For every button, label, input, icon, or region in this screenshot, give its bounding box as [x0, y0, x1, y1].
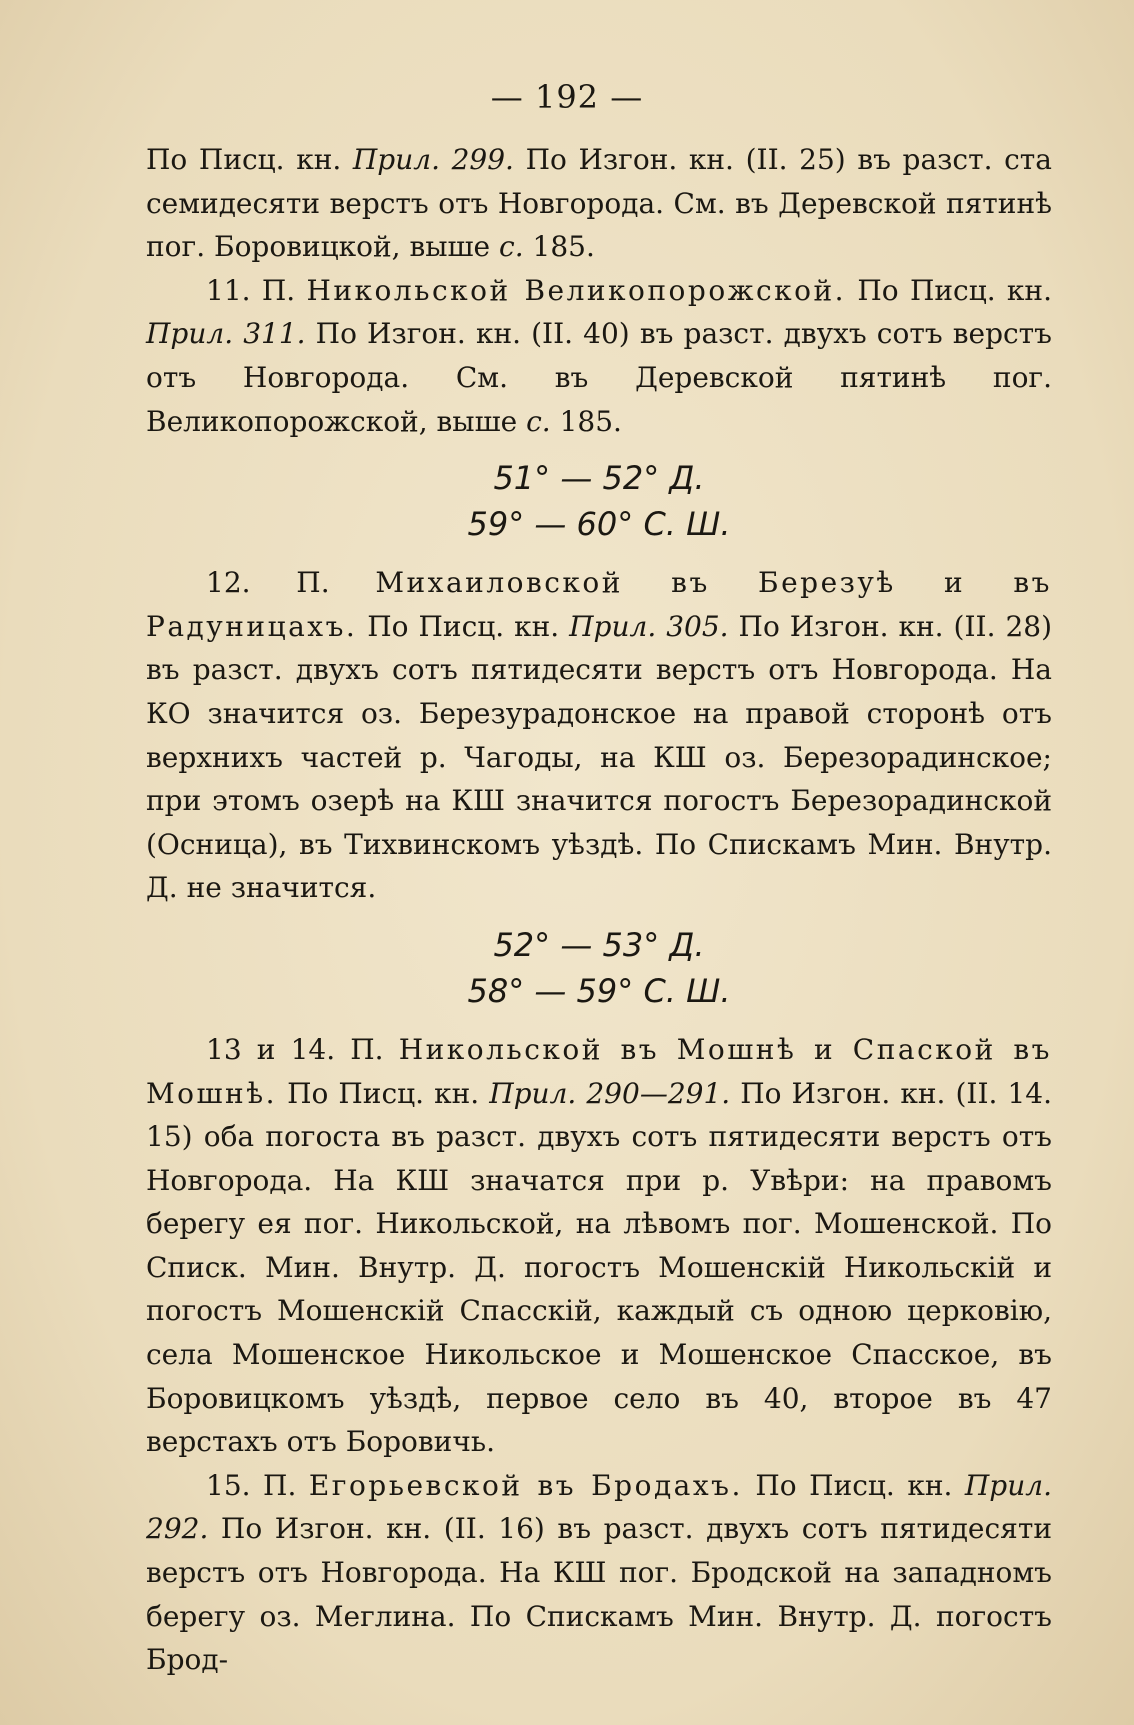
page-body	[146, 138, 1052, 1682]
paragraph-text: По Писц. кн.	[357, 609, 570, 643]
latitude-heading: 59° — 60° С. Ш.	[467, 505, 731, 544]
entry-title: Никольской Великопорожской.	[306, 273, 847, 307]
entry-title: Никольской въ Мошнѣ и Спаской въ Мошнѣ.	[146, 1032, 1053, 1110]
paragraph-text: По Писц. кн.	[846, 273, 1052, 307]
paragraph-entry-15	[146, 1464, 1052, 1682]
longitude-heading: 51° — 52° Д.	[493, 459, 705, 498]
paragraph-text: По Изгон. кн. (II. 25) въ разст. ста семидесяти верстъ отъ Новгорода. См. въ Деревской пятинѣ пог. Боровицкой, выше	[146, 143, 1052, 264]
entry-number: 15. П.	[206, 1468, 309, 1502]
latitude-heading: 58° — 59° С. Ш.	[467, 971, 731, 1010]
entry-number: 13 и 14. П.	[206, 1032, 399, 1066]
page-abbrev: с.	[499, 230, 524, 264]
paragraph-text: По Писц. кн.	[277, 1076, 490, 1110]
paragraph-text: 185.	[550, 404, 622, 438]
paragraph-text: По Изгон. кн. (II. 16) въ разст. двухъ сотъ пятидесяти верстъ отъ Новгорода. На КШ пог. Бродской на западномъ берегу оз. Меглина. По Спискамъ Мин. Внутр. Д. погостъ Брод-	[146, 1512, 1052, 1677]
paragraph-text: 185.	[523, 230, 595, 264]
paragraph-text: По Изгон. кн. (II. 28) въ разст. двухъ сотъ пятидесяти верстъ отъ Новгорода. На КО значится оз. Березурадонское на правой сторонѣ отъ верхнихъ частей р. Чагоды, на КШ оз. Березорадинское; при этомъ озерѣ на КШ значится погостъ Березорадинской (Осница), въ Тихвинскомъ уѣздѣ. По Спискамъ Мин. Внутр. Д. не значится.	[146, 609, 1052, 905]
entry-number: 11. П.	[206, 273, 307, 307]
page-number: — 192 —	[490, 78, 644, 116]
paragraph-entry-12	[146, 561, 1052, 910]
appendix-reference: Прил. 299.	[352, 143, 514, 176]
entry-number: 12. П.	[206, 566, 376, 600]
appendix-reference: Прил. 290—291.	[489, 1076, 731, 1110]
entry-title: Егорьевской въ Бродахъ.	[308, 1468, 743, 1502]
paragraph-entry-11	[146, 269, 1052, 443]
paragraph	[146, 138, 1052, 269]
paragraph-entry-13-14	[146, 1028, 1052, 1464]
page-abbrev: с.	[526, 404, 551, 438]
paragraph-text: По Писц. кн.	[146, 143, 353, 176]
appendix-reference: Прил. 292.	[146, 1468, 1052, 1546]
appendix-reference: Прил. 311.	[146, 317, 306, 351]
entry-title: Михаиловской въ Березуѣ и въ Радуницахъ.	[146, 566, 1052, 643]
paragraph-text: По Писц. кн.	[742, 1468, 965, 1502]
longitude-heading: 52° — 53° Д.	[493, 925, 705, 964]
paragraph-text: По Изгон. кн. (II. 40) въ разст. двухъ сотъ верстъ отъ Новгорода. См. въ Деревской пятинѣ пог. Великопорожской, выше	[146, 317, 1052, 438]
paragraph-text: По Изгон. кн. (II. 14. 15) оба погоста въ разст. двухъ сотъ пятидесяти верстъ отъ Новгорода. На КШ значатся при р. Увѣри: на правомъ берегу ея пог. Никольской, на лѣвомъ пог. Мошенской. По Списк. Мин. Внутр. Д. погостъ Мошенскій Никольскій и погостъ Мошенскій Спасскій, каждый съ одною церковію, села Мошенское Никольское и Мошенское Спасское, въ Боровицкомъ уѣздѣ, первое село въ 40, второе въ 47 верстахъ отъ Боровичь.	[146, 1076, 1053, 1459]
appendix-reference: Прил. 305.	[569, 609, 729, 643]
